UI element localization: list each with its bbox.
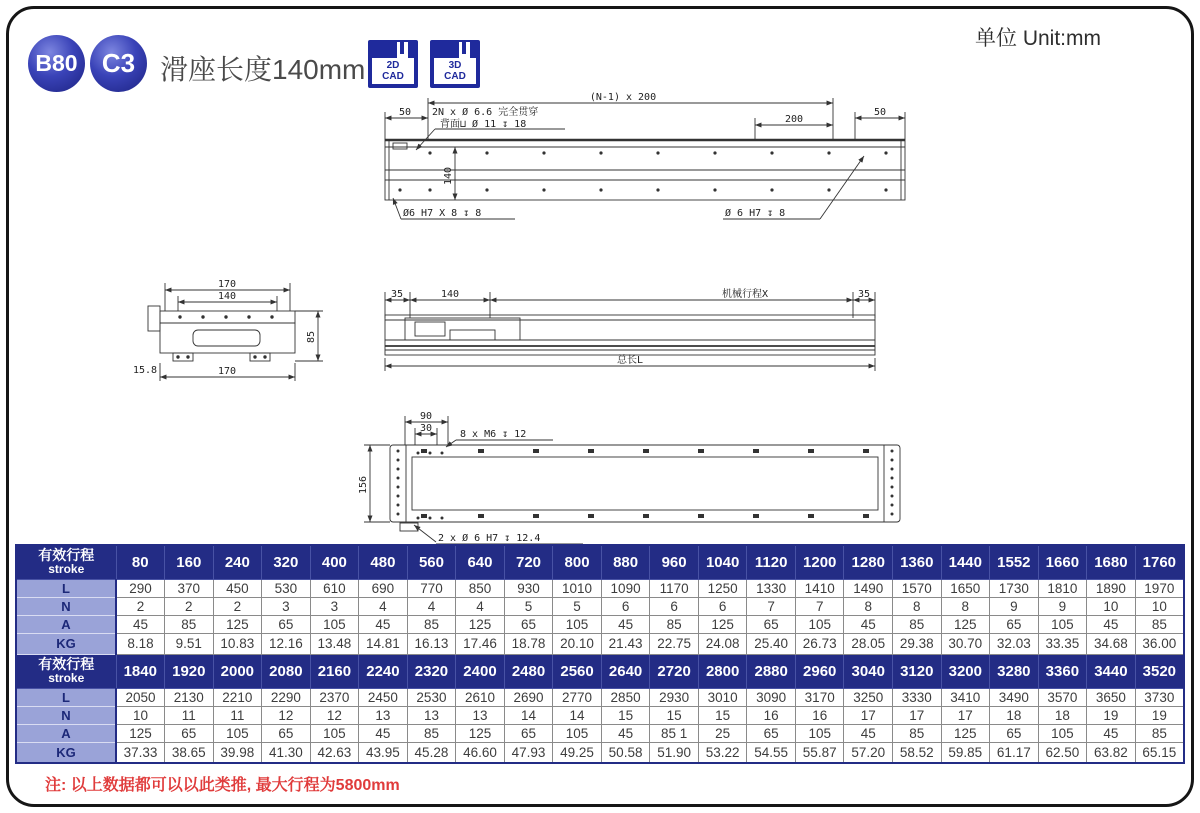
stroke-value: 2800	[698, 654, 747, 688]
cell-KG: 37.33	[116, 742, 165, 763]
cell-A: 65	[504, 615, 553, 633]
table-row-KG	[16, 633, 1184, 654]
cell-A: 85	[165, 615, 214, 633]
cell-N: 13	[359, 706, 408, 724]
stroke-value: 240	[213, 545, 262, 579]
table-row-L	[16, 579, 1184, 597]
cell-L: 1490	[844, 579, 893, 597]
dim-50-left: 50	[398, 107, 412, 118]
cell-L: 530	[262, 579, 311, 597]
cell-N: 12	[310, 706, 359, 724]
hole-note-line2: 背面⊔ Ø 11 ↧ 18	[440, 119, 527, 130]
cell-A: 45	[601, 615, 650, 633]
cell-L: 290	[116, 579, 165, 597]
cell-N: 7	[747, 597, 796, 615]
cell-L: 690	[359, 579, 408, 597]
table-row-N	[16, 597, 1184, 615]
cell-A: 25	[698, 724, 747, 742]
cell-L: 3090	[747, 688, 796, 706]
cell-KG: 21.43	[601, 633, 650, 654]
cell-A: 105	[213, 724, 262, 742]
stroke-value: 2560	[553, 654, 602, 688]
cell-L: 2930	[650, 688, 699, 706]
cell-A: 45	[844, 724, 893, 742]
stroke-value: 1660	[1038, 545, 1087, 579]
cell-KG: 45.28	[407, 742, 456, 763]
cell-KG: 43.95	[359, 742, 408, 763]
cell-L: 2130	[165, 688, 214, 706]
cell-KG: 10.83	[213, 633, 262, 654]
table-row-L	[16, 688, 1184, 706]
table-row-A	[16, 615, 1184, 633]
cell-KG: 17.46	[456, 633, 505, 654]
dim-200: 200	[784, 114, 804, 125]
section-view-drawing	[130, 273, 365, 398]
stroke-value: 400	[310, 545, 359, 579]
cell-KG: 50.58	[601, 742, 650, 763]
cell-L: 610	[310, 579, 359, 597]
cell-L: 1810	[1038, 579, 1087, 597]
page-title: 滑座长度140mm	[160, 54, 366, 85]
cell-KG: 20.10	[553, 633, 602, 654]
stroke-value: 2080	[262, 654, 311, 688]
cell-L: 3650	[1087, 688, 1136, 706]
cell-N: 8	[941, 597, 990, 615]
cad-2d-line1: 2D	[386, 59, 400, 71]
footnote: 注: 以上数据都可以以此类推, 最大行程为5800mm	[45, 777, 400, 794]
cad-3d-line1: 3D	[448, 59, 462, 71]
cell-A: 105	[1038, 724, 1087, 742]
dim-170-bottom: 170	[217, 366, 237, 377]
cell-A: 85	[407, 615, 456, 633]
cell-L: 2450	[359, 688, 408, 706]
cell-N: 9	[1038, 597, 1087, 615]
label-total-length: 总长L	[616, 355, 644, 366]
cell-KG: 55.87	[795, 742, 844, 763]
table-row-N	[16, 706, 1184, 724]
cell-A: 125	[698, 615, 747, 633]
cell-L: 450	[213, 579, 262, 597]
row-label-KG: KG	[16, 633, 116, 654]
stroke-value: 2240	[359, 654, 408, 688]
cell-L: 1250	[698, 579, 747, 597]
cell-KG: 33.35	[1038, 633, 1087, 654]
stroke-value: 2160	[310, 654, 359, 688]
cell-KG: 63.82	[1087, 742, 1136, 763]
row-label-KG: KG	[16, 742, 116, 763]
dim-90: 90	[419, 411, 433, 422]
stroke-value: 880	[601, 545, 650, 579]
stroke-value: 480	[359, 545, 408, 579]
cell-A: 85	[650, 615, 699, 633]
row-label-L: L	[16, 688, 116, 706]
cell-KG: 18.78	[504, 633, 553, 654]
stroke-header-row	[16, 654, 1184, 688]
stroke-value: 1200	[795, 545, 844, 579]
stroke-value: 2640	[601, 654, 650, 688]
dim-170-top: 170	[217, 279, 237, 290]
cell-L: 850	[456, 579, 505, 597]
stroke-value: 3200	[941, 654, 990, 688]
cell-N: 18	[990, 706, 1039, 724]
cell-L: 1730	[990, 579, 1039, 597]
top-view-drawing	[375, 88, 920, 238]
cell-A: 65	[990, 615, 1039, 633]
cell-N: 11	[213, 706, 262, 724]
stroke-value: 800	[553, 545, 602, 579]
stroke-value: 1440	[941, 545, 990, 579]
cell-L: 370	[165, 579, 214, 597]
cell-N: 11	[165, 706, 214, 724]
stroke-value: 1680	[1087, 545, 1136, 579]
cell-A: 125	[116, 724, 165, 742]
cell-N: 2	[213, 597, 262, 615]
table-row-A	[16, 724, 1184, 742]
cell-A: 125	[213, 615, 262, 633]
cell-KG: 29.38	[893, 633, 942, 654]
stroke-table	[15, 544, 1185, 764]
cell-KG: 54.55	[747, 742, 796, 763]
cell-A: 85	[407, 724, 456, 742]
cell-N: 15	[601, 706, 650, 724]
cell-KG: 41.30	[262, 742, 311, 763]
cell-N: 4	[456, 597, 505, 615]
cell-KG: 14.81	[359, 633, 408, 654]
cell-A: 65	[747, 615, 796, 633]
stroke-header-label: 有效行程 stroke	[16, 545, 116, 579]
cell-N: 12	[262, 706, 311, 724]
dim-140: 140	[440, 289, 460, 300]
cell-KG: 25.40	[747, 633, 796, 654]
cell-L: 2770	[553, 688, 602, 706]
callout-left: Ø6 H7 X 8 ↧ 8	[403, 208, 482, 219]
cell-KG: 58.52	[893, 742, 942, 763]
cell-N: 17	[893, 706, 942, 724]
cell-N: 7	[795, 597, 844, 615]
stroke-value: 1760	[1135, 545, 1184, 579]
stroke-value: 80	[116, 545, 165, 579]
cell-N: 3	[310, 597, 359, 615]
stroke-value: 1040	[698, 545, 747, 579]
cell-A: 65	[504, 724, 553, 742]
stroke-value: 3360	[1038, 654, 1087, 688]
cell-KG: 12.16	[262, 633, 311, 654]
stroke-value: 1360	[893, 545, 942, 579]
cell-KG: 26.73	[795, 633, 844, 654]
cell-N: 13	[407, 706, 456, 724]
cell-L: 3330	[893, 688, 942, 706]
cell-A: 105	[795, 724, 844, 742]
cell-A: 125	[456, 615, 505, 633]
dim-35-right: 35	[857, 289, 871, 300]
cell-L: 3250	[844, 688, 893, 706]
cell-A: 125	[941, 724, 990, 742]
cell-KG: 49.25	[553, 742, 602, 763]
cell-N: 16	[747, 706, 796, 724]
callout-dowel: 2 x Ø 6 H7 ↧ 12.4	[438, 533, 541, 544]
cell-N: 10	[1135, 597, 1184, 615]
cell-KG: 62.50	[1038, 742, 1087, 763]
cell-N: 19	[1135, 706, 1184, 724]
cell-A: 105	[1038, 615, 1087, 633]
cell-N: 15	[650, 706, 699, 724]
stroke-value: 2000	[213, 654, 262, 688]
cell-N: 6	[601, 597, 650, 615]
cell-KG: 59.85	[941, 742, 990, 763]
stroke-value: 1920	[165, 654, 214, 688]
cell-N: 16	[795, 706, 844, 724]
stroke-value: 960	[650, 545, 699, 579]
cell-A: 65	[165, 724, 214, 742]
cell-A: 125	[456, 724, 505, 742]
cell-A: 65	[747, 724, 796, 742]
cell-L: 2210	[213, 688, 262, 706]
cell-A: 65	[990, 724, 1039, 742]
cell-KG: 46.60	[456, 742, 505, 763]
dim-140: 140	[217, 291, 237, 302]
cell-N: 3	[262, 597, 311, 615]
cell-N: 8	[844, 597, 893, 615]
stroke-value: 720	[504, 545, 553, 579]
cell-KG: 65.15	[1135, 742, 1184, 763]
cell-L: 1570	[893, 579, 942, 597]
cell-A: 45	[601, 724, 650, 742]
cell-KG: 28.05	[844, 633, 893, 654]
side-view-drawing	[380, 278, 880, 378]
row-label-N: N	[16, 597, 116, 615]
cell-L: 2290	[262, 688, 311, 706]
cell-L: 3490	[990, 688, 1039, 706]
stroke-value: 2720	[650, 654, 699, 688]
cell-A: 85 1	[650, 724, 699, 742]
cell-A: 105	[310, 724, 359, 742]
cell-A: 85	[893, 615, 942, 633]
cell-N: 6	[698, 597, 747, 615]
cell-N: 9	[990, 597, 1039, 615]
stroke-value: 1840	[116, 654, 165, 688]
stroke-header-label: 有效行程 stroke	[16, 654, 116, 688]
cad-2d-icon[interactable]	[368, 40, 418, 88]
series-badge: B80	[28, 35, 85, 92]
stroke-value: 3120	[893, 654, 942, 688]
cell-A: 45	[1087, 615, 1136, 633]
cell-L: 930	[504, 579, 553, 597]
callout-right: Ø 6 H7 ↧ 8	[725, 208, 786, 219]
cell-L: 3170	[795, 688, 844, 706]
stroke-value: 160	[165, 545, 214, 579]
cad-3d-line2: CAD	[444, 71, 466, 82]
cell-A: 45	[116, 615, 165, 633]
cell-A: 45	[1087, 724, 1136, 742]
cell-N: 8	[893, 597, 942, 615]
stroke-value: 560	[407, 545, 456, 579]
model-badge: C3	[90, 35, 147, 92]
stroke-value: 3040	[844, 654, 893, 688]
cell-N: 14	[504, 706, 553, 724]
cell-KG: 30.70	[941, 633, 990, 654]
cell-L: 3570	[1038, 688, 1087, 706]
stroke-header-row	[16, 545, 1184, 579]
cell-N: 4	[407, 597, 456, 615]
dim-35-left: 35	[390, 289, 404, 300]
cell-N: 19	[1087, 706, 1136, 724]
stroke-value: 640	[456, 545, 505, 579]
cell-N: 14	[553, 706, 602, 724]
cell-N: 10	[116, 706, 165, 724]
stroke-table-wrap	[15, 544, 1185, 764]
stroke-value: 3520	[1135, 654, 1184, 688]
table-row-KG	[16, 742, 1184, 763]
stroke-value: 2880	[747, 654, 796, 688]
cell-A: 65	[262, 615, 311, 633]
stroke-value: 2480	[504, 654, 553, 688]
cell-N: 10	[1087, 597, 1136, 615]
cell-A: 125	[941, 615, 990, 633]
cell-KG: 61.17	[990, 742, 1039, 763]
cell-KG: 34.68	[1087, 633, 1136, 654]
dim-85: 85	[306, 330, 317, 344]
cell-KG: 9.51	[165, 633, 214, 654]
cell-N: 15	[698, 706, 747, 724]
cell-KG: 16.13	[407, 633, 456, 654]
cad-3d-label	[434, 58, 476, 84]
cell-A: 45	[844, 615, 893, 633]
cell-KG: 38.65	[165, 742, 214, 763]
cell-L: 1650	[941, 579, 990, 597]
cell-KG: 53.22	[698, 742, 747, 763]
cell-L: 3010	[698, 688, 747, 706]
stroke-value: 2320	[407, 654, 456, 688]
floppy-slot	[397, 42, 408, 58]
cell-KG: 39.98	[213, 742, 262, 763]
cad-2d-line2: CAD	[382, 71, 404, 82]
cell-N: 2	[116, 597, 165, 615]
cell-N: 5	[553, 597, 602, 615]
cell-N: 4	[359, 597, 408, 615]
cell-L: 1170	[650, 579, 699, 597]
dim-15-8: 15.8	[133, 365, 158, 376]
cell-L: 1970	[1135, 579, 1184, 597]
cell-N: 6	[650, 597, 699, 615]
label-mech-stroke: 机械行程X	[721, 289, 769, 300]
stroke-value: 1120	[747, 545, 796, 579]
cell-A: 45	[359, 724, 408, 742]
cell-L: 1410	[795, 579, 844, 597]
cell-KG: 36.00	[1135, 633, 1184, 654]
stroke-value: 2960	[795, 654, 844, 688]
dim-140-vertical: 140	[443, 166, 454, 186]
dim-50-right: 50	[873, 107, 887, 118]
row-label-N: N	[16, 706, 116, 724]
cell-N: 5	[504, 597, 553, 615]
cell-A: 105	[310, 615, 359, 633]
cell-L: 3730	[1135, 688, 1184, 706]
cell-A: 85	[893, 724, 942, 742]
dim-156: 156	[358, 475, 369, 495]
stroke-value: 320	[262, 545, 311, 579]
stroke-value: 3440	[1087, 654, 1136, 688]
cell-N: 18	[1038, 706, 1087, 724]
cell-L: 2530	[407, 688, 456, 706]
cell-KG: 32.03	[990, 633, 1039, 654]
cell-L: 770	[407, 579, 456, 597]
row-label-A: A	[16, 724, 116, 742]
stroke-table-body	[16, 545, 1184, 763]
stroke-value: 3280	[990, 654, 1039, 688]
floppy-slot	[459, 42, 470, 58]
stroke-value: 1280	[844, 545, 893, 579]
cell-KG: 47.93	[504, 742, 553, 763]
cell-L: 1010	[553, 579, 602, 597]
stroke-value: 1552	[990, 545, 1039, 579]
cell-A: 105	[795, 615, 844, 633]
bottom-view-drawing	[348, 413, 908, 548]
dim-n1x200: (N-1) x 200	[589, 92, 657, 103]
cell-N: 13	[456, 706, 505, 724]
cell-L: 2850	[601, 688, 650, 706]
cell-A: 105	[553, 615, 602, 633]
cell-L: 1330	[747, 579, 796, 597]
cad-2d-label	[372, 58, 414, 84]
cell-KG: 8.18	[116, 633, 165, 654]
cell-N: 17	[844, 706, 893, 724]
stroke-value: 2400	[456, 654, 505, 688]
cell-KG: 51.90	[650, 742, 699, 763]
callout-m6: 8 x M6 ↧ 12	[460, 429, 527, 440]
cell-KG: 57.20	[844, 742, 893, 763]
cell-L: 2610	[456, 688, 505, 706]
cell-KG: 42.63	[310, 742, 359, 763]
cell-KG: 22.75	[650, 633, 699, 654]
row-label-L: L	[16, 579, 116, 597]
cell-L: 2370	[310, 688, 359, 706]
cell-L: 3410	[941, 688, 990, 706]
unit-label: 单位 Unit:mm	[975, 27, 1101, 50]
row-label-A: A	[16, 615, 116, 633]
cell-L: 2050	[116, 688, 165, 706]
hole-note-line1: 2N x Ø 6.6 完全贯穿	[432, 107, 539, 118]
cell-A: 45	[359, 615, 408, 633]
cell-N: 17	[941, 706, 990, 724]
cell-A: 105	[553, 724, 602, 742]
cell-A: 65	[262, 724, 311, 742]
cell-KG: 13.48	[310, 633, 359, 654]
cell-N: 2	[165, 597, 214, 615]
cell-A: 85	[1135, 724, 1184, 742]
cad-3d-icon[interactable]	[430, 40, 480, 88]
cell-L: 1090	[601, 579, 650, 597]
cell-KG: 24.08	[698, 633, 747, 654]
cell-L: 1890	[1087, 579, 1136, 597]
cell-L: 2690	[504, 688, 553, 706]
cell-A: 85	[1135, 615, 1184, 633]
dim-30: 30	[419, 423, 433, 434]
